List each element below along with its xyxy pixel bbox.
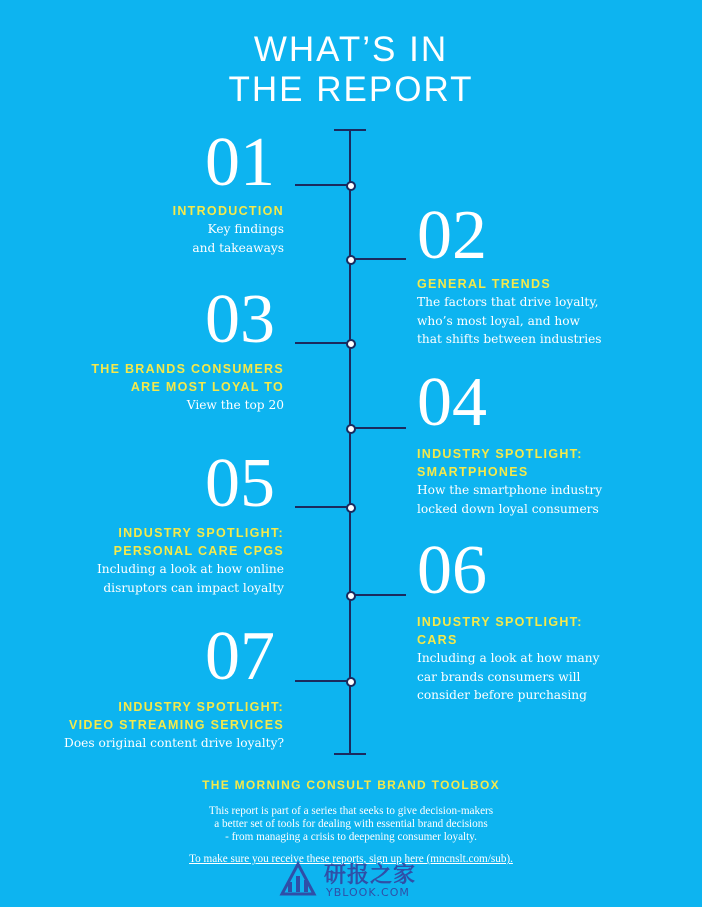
section-heading-03-line-2: ARE MOST LOYAL TO [130, 380, 284, 394]
section-01[interactable] [173, 202, 284, 257]
section-heading-01: INTRODUCTION [172, 204, 284, 218]
section-heading-07-line-2: VIDEO STREAMING SERVICES [68, 718, 284, 732]
connector-06 [350, 594, 406, 596]
section-heading-04-line-2: SMARTPHONES [417, 465, 529, 479]
section-heading-04-line-1: INDUSTRY SPOTLIGHT: [417, 447, 583, 461]
timeline-bottom-cap [334, 753, 366, 755]
timeline-spine [349, 130, 351, 754]
section-04[interactable] [417, 445, 602, 518]
section-description-02: The factors that drive loyalty, who’s most loyal, and how that shifts between industries [417, 295, 602, 346]
connector-02 [350, 258, 406, 260]
page-title [0, 30, 702, 110]
section-heading-07-line-1: INDUSTRY SPOTLIGHT: [118, 700, 284, 714]
section-06[interactable] [417, 613, 600, 705]
section-number-07: 07 [205, 618, 275, 695]
section-03[interactable] [91, 360, 284, 415]
section-heading-02: GENERAL TRENDS [417, 277, 551, 291]
section-number-01: 01 [205, 124, 275, 201]
timeline-node-06 [346, 591, 356, 601]
toolbox-title: THE MORNING CONSULT BRAND TOOLBOX [202, 778, 500, 792]
watermark-logo-icon [278, 858, 318, 898]
section-number-02: 02 [417, 197, 487, 274]
section-heading-06-line-2: CARS [417, 633, 458, 647]
section-05[interactable] [97, 524, 284, 597]
signup-link[interactable]: To make sure you receive these reports, sign up here (mncnslt.com/sub). [189, 853, 513, 865]
section-description-06: Including a look at how many car brands consumers will consider before purchasing [417, 651, 600, 702]
section-description-07: Does original content drive loyalty? [64, 736, 284, 750]
timeline-node-02 [346, 255, 356, 265]
timeline-node-05 [346, 503, 356, 513]
section-number-05: 05 [205, 445, 275, 522]
section-number-04: 04 [417, 364, 487, 441]
watermark-text: 研报之家 [324, 863, 417, 888]
watermark [278, 858, 438, 904]
page-title-line-2: THE REPORT [228, 70, 474, 109]
timeline-node-04 [346, 424, 356, 434]
section-description-01: Key findings and takeaways [192, 222, 284, 255]
section-number-06: 06 [417, 532, 487, 609]
toolbox-text: This report is part of a series that seeks to give decision-makers a better set of tools for dealing with essential brand decisions - from managing a crisis to deepening consumer loyalty. [208, 805, 494, 843]
section-description-05: Including a look at how online disruptors can impact loyalty [96, 562, 284, 595]
page-title-line-1: WHAT’S IN [253, 30, 449, 69]
timeline-node-01 [346, 181, 356, 191]
section-number-03: 03 [205, 281, 275, 358]
section-02[interactable] [417, 275, 602, 349]
watermark-url: YBLOOK.COM [326, 886, 410, 899]
section-description-04: How the smartphone industry locked down loyal consumers [417, 483, 603, 516]
timeline-node-07 [346, 677, 356, 687]
section-heading-05-line-2: PERSONAL CARE CPGS [113, 544, 284, 558]
section-heading-03-line-1: THE BRANDS CONSUMERS [91, 362, 284, 376]
section-description-03: View the top 20 [186, 398, 284, 412]
connector-04 [350, 427, 406, 429]
section-heading-06-line-1: INDUSTRY SPOTLIGHT: [417, 615, 583, 629]
timeline-node-03 [346, 339, 356, 349]
section-heading-05-line-1: INDUSTRY SPOTLIGHT: [118, 526, 284, 540]
section-07[interactable] [64, 698, 284, 753]
